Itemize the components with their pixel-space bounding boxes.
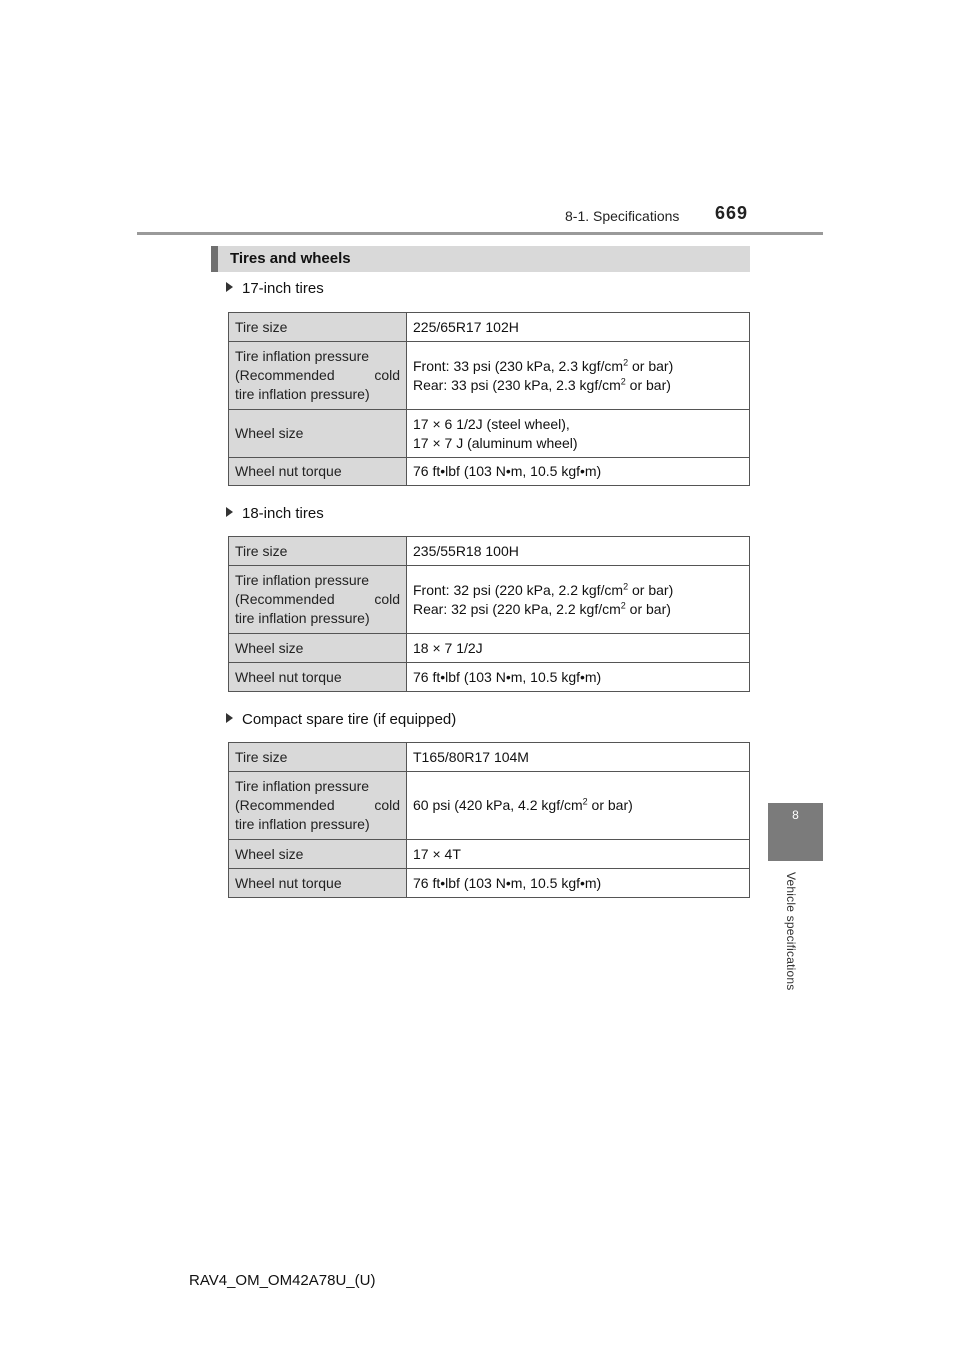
- value-text: or bar): [628, 357, 674, 374]
- row-value: [407, 772, 750, 840]
- page-number: 669: [715, 203, 749, 223]
- subsection-heading: [226, 505, 324, 522]
- table-row: [229, 663, 750, 692]
- superscript: 2: [620, 599, 626, 610]
- table-row: [229, 458, 750, 486]
- row-label: Tire size: [229, 743, 407, 772]
- subsection-title: Compact spare tire (if equipped): [242, 711, 457, 728]
- superscript: 2: [582, 796, 588, 807]
- label-line: Tire inflation pressure: [235, 348, 370, 364]
- value-text: 60 psi (420 kPa, 4.2 kgf/cm: [413, 797, 583, 813]
- row-label: Wheel nut torque: [229, 663, 407, 692]
- row-value: 76 ft•lbf (103 N•m, 10.5 kgf•m): [407, 869, 750, 898]
- header-divider: [137, 232, 823, 235]
- arrow-right-icon: [226, 507, 233, 517]
- superscript: 2: [620, 375, 626, 386]
- row-label: [229, 342, 407, 410]
- table-row: [229, 537, 750, 566]
- value-text: Front: 33 psi (230 kPa, 2.3 kgf/cm: [413, 357, 624, 374]
- table-row: [229, 634, 750, 663]
- table-row: [229, 342, 750, 410]
- table-row: [229, 772, 750, 840]
- label-line: (Recommended cold: [235, 591, 400, 607]
- spec-table-18-inch: [228, 536, 750, 692]
- label-line: (Recommended cold: [235, 797, 400, 813]
- value-text: 17 × 6 1/2J (steel wheel),: [413, 415, 570, 432]
- row-label: Wheel size: [229, 840, 407, 869]
- section-title: Tires and wheels: [230, 250, 351, 267]
- table-row: [229, 410, 750, 458]
- value-text: Rear: 32 psi (220 kPa, 2.2 kgf/cm: [413, 600, 621, 617]
- row-label: Wheel size: [229, 410, 407, 458]
- chapter-number: 8: [792, 808, 799, 822]
- row-label: Tire size: [229, 537, 407, 566]
- value-text: Front: 32 psi (220 kPa, 2.2 kgf/cm: [413, 581, 624, 598]
- label-line: Tire inflation pressure: [235, 572, 370, 588]
- value-text: or bar): [625, 600, 671, 617]
- subsection-heading: [226, 280, 324, 297]
- row-value: [407, 342, 750, 410]
- row-value: 225/65R17 102H: [407, 313, 750, 342]
- row-value: [407, 566, 750, 634]
- row-label: [229, 566, 407, 634]
- value-text: or bar): [628, 581, 674, 598]
- subsection-heading: [226, 711, 456, 728]
- value-text: Rear: 33 psi (230 kPa, 2.3 kgf/cm: [413, 376, 621, 393]
- spec-table-17-inch: [228, 312, 750, 486]
- row-value: 76 ft•lbf (103 N•m, 10.5 kgf•m): [407, 458, 750, 486]
- table-row: [229, 869, 750, 898]
- footer-document-code: RAV4_OM_OM42A78U_(U): [189, 1272, 376, 1289]
- value-text: or bar): [625, 376, 671, 393]
- row-value: 76 ft•lbf (103 N•m, 10.5 kgf•m): [407, 663, 750, 692]
- table-row: [229, 840, 750, 869]
- row-value: [407, 410, 750, 458]
- table-row: [229, 313, 750, 342]
- row-label: Tire size: [229, 313, 407, 342]
- table-row: [229, 566, 750, 634]
- superscript: 2: [623, 580, 629, 591]
- spec-table-compact-spare: [228, 742, 750, 898]
- value-text: or bar): [587, 797, 633, 813]
- arrow-right-icon: [226, 282, 233, 292]
- header-section-title: 8-1. Specifications: [565, 208, 680, 224]
- label-line: tire inflation pressure): [235, 610, 370, 626]
- section-heading-bar: [211, 246, 750, 272]
- row-value: 17 × 4T: [407, 840, 750, 869]
- arrow-right-icon: [226, 713, 233, 723]
- table-row: [229, 743, 750, 772]
- row-value: T165/80R17 104M: [407, 743, 750, 772]
- label-line: tire inflation pressure): [235, 816, 370, 832]
- label-line: (Recommended cold: [235, 367, 400, 383]
- label-line: tire inflation pressure): [235, 386, 370, 402]
- row-label: Wheel nut torque: [229, 458, 407, 486]
- row-label: Wheel size: [229, 634, 407, 663]
- row-value: 235/55R18 100H: [407, 537, 750, 566]
- value-text: 17 × 7 J (aluminum wheel): [413, 434, 578, 451]
- subsection-title: 17-inch tires: [242, 280, 324, 297]
- row-label: [229, 772, 407, 840]
- subsection-title: 18-inch tires: [242, 505, 324, 522]
- row-value: 18 × 7 1/2J: [407, 634, 750, 663]
- label-line: Tire inflation pressure: [235, 778, 370, 794]
- row-label: Wheel nut torque: [229, 869, 407, 898]
- superscript: 2: [623, 356, 629, 367]
- chapter-label: Vehicle specifications: [784, 872, 798, 991]
